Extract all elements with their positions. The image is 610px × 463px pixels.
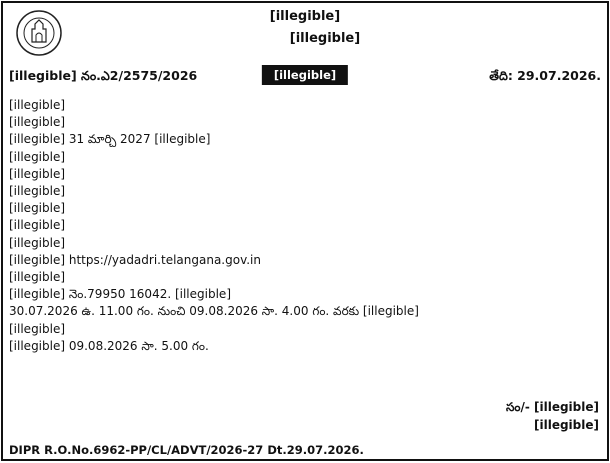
office-header: [illegible] (289, 31, 361, 46)
signature-line: [illegible] (534, 418, 599, 432)
body-line-website: [illegible] https://yadadri.telangana.gov.in (9, 252, 261, 267)
body-line-opening: [illegible] 09.08.2026 సా. 5.00 గం. (9, 338, 209, 353)
body-line-schedule: 30.07.2026 ఉ. 11.00 గం. నుంచి 09.08.2026 సా. 4.00 గం. వరకు [illegible] (9, 304, 419, 319)
body-line: [illegible] (9, 218, 66, 233)
tender-notice-tag: [illegible] (262, 65, 348, 85)
body-line: [illegible] (9, 166, 66, 181)
body-line: [illegible] (9, 235, 66, 250)
reference-row (9, 65, 601, 87)
notice-date: తేది: 29.07.2026. (489, 68, 601, 83)
body-line: [illegible] (9, 201, 66, 216)
tender-notice (1, 1, 609, 461)
reference-number: [illegible] నం.ఎ2/2575/2026 (9, 68, 198, 83)
body-line: [illegible] (9, 115, 66, 130)
body-line: [illegible] (9, 98, 66, 112)
notice-body (9, 97, 601, 401)
body-line: [illegible] 31 మార్చి 2027 [illegible] (9, 132, 211, 147)
body-line: [illegible] (9, 149, 66, 164)
body-line: [illegible] (9, 184, 66, 199)
body-line: [illegible] (9, 270, 66, 285)
signature-block (239, 398, 599, 434)
body-line: [illegible] (9, 321, 66, 336)
government-header: [illegible] (269, 9, 341, 24)
body-line-mobile: [illegible] నెం.79950 16042. [illegible] (9, 287, 231, 302)
dipr-reference: DIPR R.O.No.6962-PP/CL/ADVT/2026-27 Dt.29.07.2026. (9, 443, 364, 457)
signature-line: సం/- [illegible] (505, 400, 599, 414)
